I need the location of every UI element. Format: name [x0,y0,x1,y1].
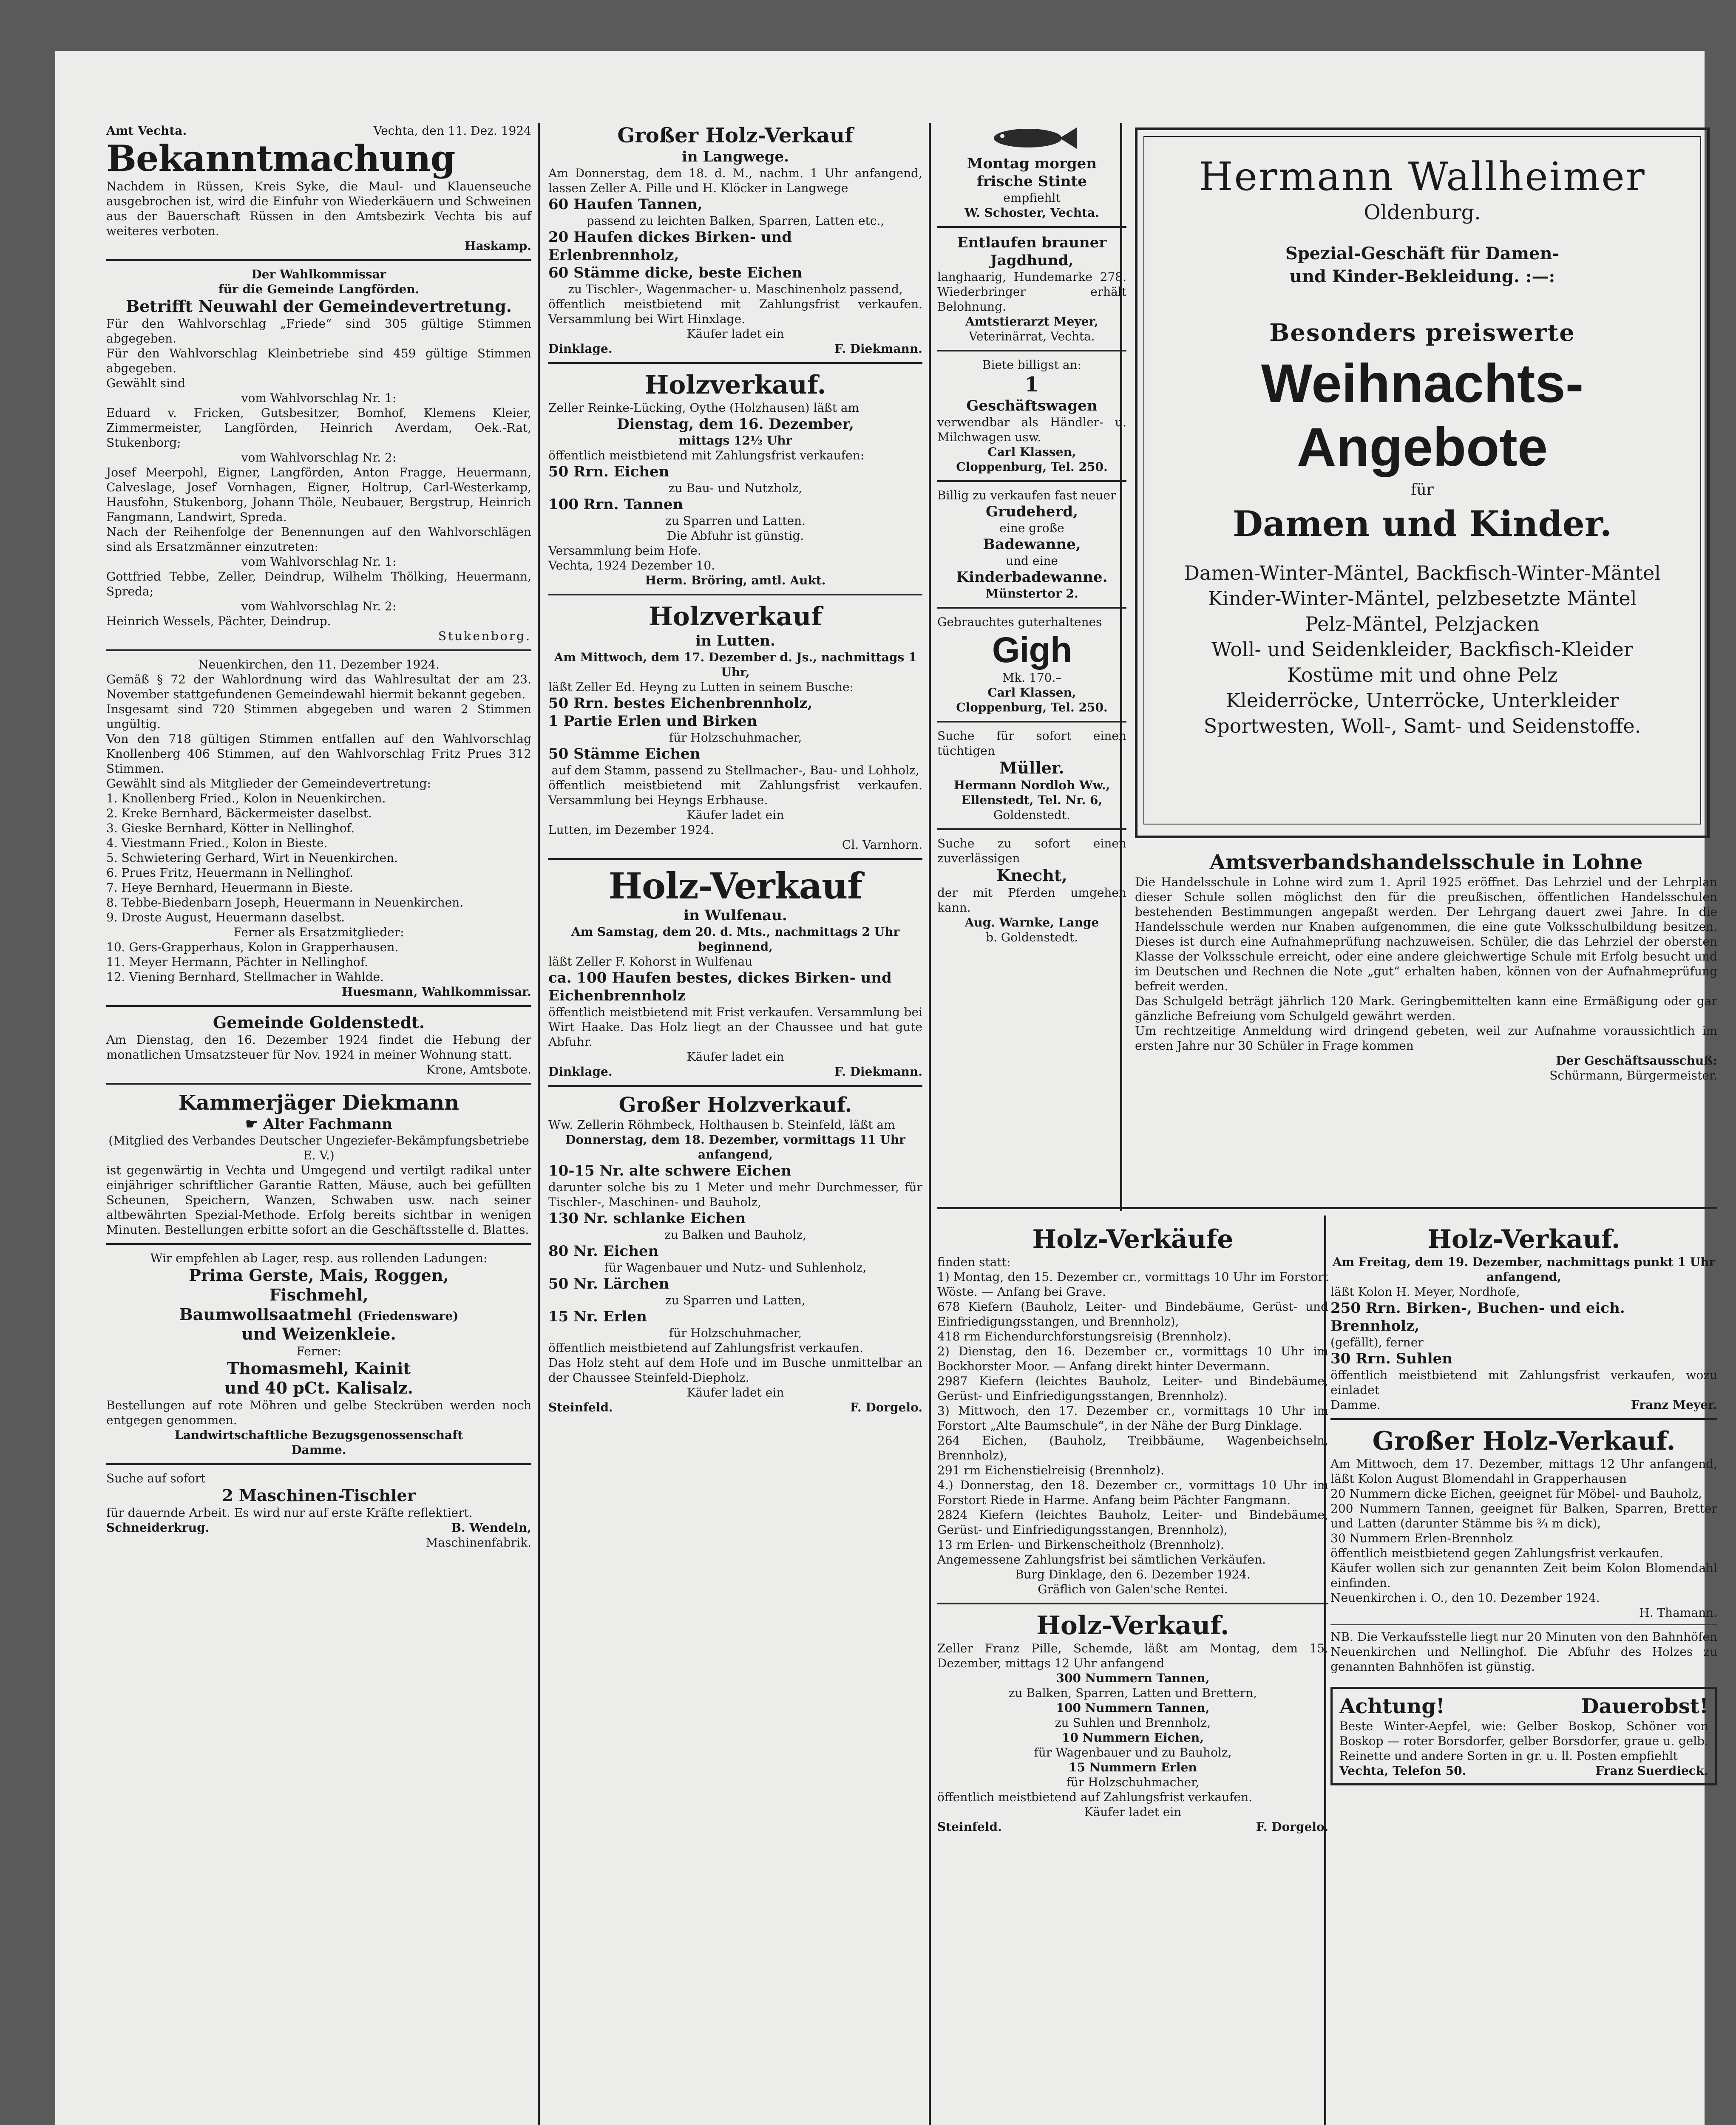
knecht-title: Knecht, [996,866,1067,885]
hvp-text: Zeller Franz Pille, Schemde, läßt am Montag, dem 15. Dezember, mittags 12 Uhr anfangend [937,1641,1328,1670]
fish-icon [937,123,1126,155]
wk-text: Nach der Reihenfolge der Benennungen auf den Wahlvorschlägen sind als Ersatzmänner einzutreten: [106,525,531,554]
g5-text: Ww. Zellerin Röhmbeck, Holthausen b. Steinfeld, läßt am [548,1118,895,1132]
wallheimer-line: Kostüme mit und ohne Pelz [1287,663,1558,686]
wallheimer-line: Kinder-Winter-Mäntel, pelzbesetzte Mäntel [1208,587,1637,610]
lw-sign: Landwirtschaftliche Bezugsgenossenschaft [174,1428,463,1442]
mueller-sign: Hermann Nordloh Ww., [953,778,1110,792]
g1-right: F. Diekmann. [834,342,922,356]
nk-text: Ferner als Ersatzmitglieder: [233,925,404,939]
g2-item: 50 Rrn. Eichen [548,463,669,480]
goldenstedt-title: Gemeinde Goldenstedt. [213,1013,425,1032]
gigh-title: Gigh [992,630,1072,670]
jagdhund-sign: Amtstierarzt Meyer, [965,314,1099,329]
column-1 [106,123,531,1550]
bekanntmachung-sign: Haskamp. [465,239,531,253]
wk-text: vom Wahlvorschlag Nr. 2: [241,450,397,465]
lw-intro: Wir empfehlen ab Lager, resp. aus rollenden Ladungen: [150,1251,488,1265]
divider [106,259,531,261]
gigh-price: Mk. 170.– [1002,671,1062,685]
g4-title: Holz-Verkauf [608,865,862,907]
dauerobst-footer [1339,1763,1708,1778]
mt-right-2: Maschinenfabrik. [425,1536,531,1550]
g4-left: Dinklage. [548,1065,613,1079]
amt-header [106,123,531,138]
hvp-right: F. Dorgelo. [1256,1820,1328,1834]
stinte-text: empfiehlt [1003,191,1061,205]
g4-footer [548,1064,922,1079]
nk-text: Gemäß § 72 der Wahlordnung wird das Wahlresultat der am 23. November stattgefundenen Gemeindewahl hiermit bekannt gegeben. [106,672,531,701]
mt-footer [106,1520,531,1535]
hvs-item: 1) Montag, den 15. Dezember cr., vormittags 10 Uhr im Forstort Wöste. — Anfang bei Grave. [937,1270,1328,1299]
wk-header: Der Wahlkommissar [251,267,386,281]
column-2 [548,123,922,1415]
g3-text: Lutten, im Dezember 1924. [548,823,714,837]
g5-item: 80 Nr. Eichen [548,1243,659,1260]
g5-item: 15 Nr. Erlen [548,1308,647,1325]
bekanntmachung-text: Nachdem in Rüssen, Kreis Syke, die Maul- und Klauenseuche ausgebrochen ist, wird die Einfuhr von Wiederkäuern und Schweinen aus der Bauerschaft Rüssen in den Amtsbezirk Vechta bis auf weiteres verboten. [106,179,531,238]
hvs-item: 2824 Kiefern (leichtes Bauholz, Leiter- und Bindebäume, Gerüst- und Einfriedigungsstangen, Brennholz), [937,1508,1328,1537]
hvs-item: 13 rm Erlen- und Birkenscheitholz (Brennholz). [937,1538,1224,1552]
kammerjaeger-text: ist gegenwärtig in Vechta und Umgegend und vertilgt radikal unter einjähriger schriftlicher Garantie Ratten, Mäuse, auch bei gefüllten Scheunen, Speichern, Wanzen, Schwaben usw. nach seiner altbewährten Spezial-Methode. Erfolg bereits sichtbar in wenigen Minuten. Bestellungen erbitte sofort an die Geschäftsstelle d. Blattes. [106,1163,531,1237]
stinte-line: Montag morgen [967,155,1097,172]
hvs-item: 291 rm Eichenstielreisig (Brennholz). [937,1463,1164,1477]
nk-sign: Huesmann, Wahlkommissar. [341,985,531,999]
wallheimer-spec: Spezial-Geschäft für Damen- [1285,244,1560,264]
g3-item: 1 Partie Erlen und Birken [548,713,757,730]
kammerjaeger-sub [106,1115,531,1133]
hvp-text: öffentlich meistbietend auf Zahlungsfrist verkaufen. [937,1790,1253,1804]
nk-header: Neuenkirchen, den 11. Dezember 1924. [198,657,440,672]
hvs-item: Angemessene Zahlungsfrist bei sämtlichen Verkäufen. [937,1553,1266,1567]
g2-text: Zeller Reinke-Lücking, Oythe (Holzhausen) läßt am [548,401,859,415]
nk-text: Gewählt sind als Mitglieder der Gemeindevertretung: [106,776,431,790]
g1-text: Am Donnerstag, dem 18. d. M., nachm. 1 Uhr anfangend, lassen Zeller A. Pille und H. Klöcker in Langwege [548,166,922,195]
gh-item: Badewanne, [983,536,1081,553]
divider [548,1085,922,1087]
dauerobst-sign-right: Franz Suerdieck. [1595,1764,1708,1778]
dauerobst-right: Dauerobst! [1581,1694,1708,1718]
g1-item-desc: zu Tischler-, Wagenmacher- u. Maschinenholz passend, [568,282,903,296]
hvm-title: Holz-Verkauf. [1427,1224,1620,1254]
divider [106,1463,531,1465]
divider [1330,1418,1717,1420]
divider [548,594,922,595]
lw-text: Ferner: [296,1344,341,1358]
jagdhund-text: langhaarig, Hundemarke 278. Wiederbringer erhält Belohnung. [937,270,1126,314]
mt-text: für dauernde Arbeit. Es wird nur auf erste Kräfte reflektiert. [106,1506,473,1520]
g3-text: Käufer ladet ein [686,808,784,822]
divider [937,1603,1328,1604]
g5-item-desc: zu Sparren und Latten, [665,1293,806,1307]
nk-member: 7. Heye Bernhard, Heuermann in Bieste. [106,881,353,895]
wallheimer-line: Sportwesten, Woll-, Samt- und Seidenstoffe. [1203,714,1641,737]
nk-member: 9. Droste August, Heuermann daselbst. [106,910,345,924]
column-3 [937,123,1126,945]
lw-line: Fischmehl, [269,1285,369,1304]
divider [937,828,1126,830]
wallheimer-sub: Damen und Kinder. [1232,504,1612,544]
g3-sub: in Lutten. [695,632,775,649]
g5-right: F. Dorgelo. [850,1400,922,1414]
wk-list: Eduard v. Fricken, Gutsbesitzer, Bomhof, Klemens Kleier, Zimmermeister, Langförden, Heinrich Averdam, Oek.-Rat, Stukenborg; [106,406,531,450]
gh-text: und eine [1005,554,1058,568]
lw-line-note: (Friedensware) [357,1309,459,1323]
amt-date: Vechta, den 11. Dez. 1924 [373,124,531,138]
gw-title: Geschäftswagen [966,397,1098,414]
g5-text: Das Holz steht auf dem Hofe und im Busche unmittelbar an der Chaussee Steinfeld-Diepholz. [548,1356,922,1385]
hvp-item: 15 Nummern Erlen [1069,1760,1197,1774]
gigh-sign: Carl Klassen, [987,686,1076,700]
ahs-title: Amtsverbandshandelsschule in Lohne [1209,850,1643,874]
kammerjaeger-sub-text: Alter Fachmann [263,1116,392,1133]
g4-text: öffentlich meistbietend mit Frist verkaufen. Versammlung bei Wirt Haake. Das Holz liegt an der Chaussee und hat gute Abfuhr. [548,1005,922,1049]
gh-sign: Münstertor 2. [985,586,1078,601]
wk-text: vom Wahlvorschlag Nr. 2: [241,599,397,613]
g1-item: 20 Haufen dickes Birken- und Erlenbrennholz, [548,229,792,264]
hvp-item: 300 Nummern Tannen, [1056,1671,1210,1685]
wk-text: Für den Wahlvorschlag „Friede“ sind 305 gültige Stimmen abgegeben. [106,317,531,346]
g1-sub: in Langwege. [681,148,789,165]
lw-line: Thomasmehl, Kainit [227,1359,411,1378]
g2-time: mittags 12½ Uhr [678,434,792,448]
wallheimer-line: Woll- und Seidenkleider, Backfisch-Kleider [1211,638,1633,661]
mt-title: 2 Maschinen-Tischler [222,1486,416,1505]
hvs-title: Holz-Verkäufe [1032,1224,1234,1254]
hvp-item-desc: zu Suhlen und Brennholz, [1055,1716,1211,1730]
g2-text: Versammlung beim Hofe. [548,544,701,558]
hvm-right: Franz Meyer. [1631,1398,1717,1412]
mt-left: Schneiderkrug. [106,1521,210,1535]
nk-member: 5. Schwietering Gerhard, Wirt in Neuenkirchen. [106,851,398,865]
hvm-footer [1330,1397,1717,1412]
ahs-text: Die Handelsschule in Lohne wird zum 1. April 1925 eröffnet. Das Lehrziel und der Lehrplan dieser Schule sollen möglichst den für die preußischen, öffentlichen Handelsschulen bestehenden Bestimmungen angepaßt werden. Der Lehrgang dauert zwei Jahre. In die Handelsschule werden nur Knaben aufgenommen, die eine gute Volksschulbildung besitzen. Dieses ist durch eine Aufnahmeprüfung nachzuweisen. Schüler, die das Lehrziel der obersten Klasse der Volksschule erreicht, oder eine andere gleichwertige Schule mit Erfolg besucht und im Deutschen und Rechnen die Note „gut“ erhalten haben, können von der Aufnahmeprüfung befreit werden. [1135,875,1717,993]
newspaper-page [55,51,1717,2125]
g4-text: Käufer ladet ein [686,1050,784,1064]
amt-name: Amt Vechta. [106,124,187,138]
ghv-nb: NB. Die Verkaufsstelle liegt nur 20 Minuten von den Bahnhöfen Neuenkirchen und Nellinghof. Die Abfuhr des Holzes zu genannten Bahnhöfen ist günstig. [1330,1630,1717,1674]
hvp-text: Käufer ladet ein [1084,1805,1182,1819]
nk-member: 3. Gieske Bernhard, Kötter in Nellinghof. [106,821,355,835]
wk-text: Gewählt sind [106,376,186,390]
hvm-item-desc: (gefällt), ferner [1330,1335,1424,1349]
stinte-sign: W. Schoster, Vechta. [964,206,1099,220]
divider [106,1005,531,1007]
handelsschule-notice [1135,850,1717,1083]
wallheimer-line: Pelz-Mäntel, Pelzjacken [1305,612,1540,635]
wallheimer-city: Oldenburg. [1364,201,1481,224]
wallheimer-name: Hermann Wallheimer [1199,154,1646,199]
lw-line [106,1305,531,1324]
wk-list: Heinrich Wessels, Pächter, Deindrup. [106,614,331,628]
mt-right: B. Wendeln, [451,1521,531,1535]
g2-text: Die Abfuhr ist günstig. [667,529,804,543]
nk-text: Von den 718 gültigen Stimmen entfallen auf den Wahlvorschlag Knollenberg 406 Stimmen, auf den Wahlvorschlag Fritz Prues 312 Stimmen. [106,732,531,776]
lw-sign: Damme. [291,1443,346,1457]
g5-item: 50 Nr. Lärchen [548,1275,669,1292]
goldenstedt-sign: Krone, Amtsbote. [426,1062,531,1077]
g5-text: Käufer ladet ein [686,1386,784,1400]
wk-title: Betrifft Neuwahl der Gemeindevertretung. [126,297,512,316]
hvp-item: 100 Nummern Tannen, [1056,1701,1210,1715]
g2-text: Vechta, 1924 Dezember 10. [548,558,715,572]
mueller-sign: Ellenstedt, Tel. Nr. 6, [961,793,1103,807]
divider [548,362,922,364]
divider [937,721,1126,722]
divider [1330,1624,1717,1625]
g3-text: öffentlich meistbietend mit Zahlungsfrist verkaufen. Versammlung bei Heyngs Erbhause. [548,778,922,807]
hvs-item: 264 Eichen, (Bauholz, Treibbäume, Wagenbeichseln, Brennholz), [937,1434,1328,1462]
hvs-date: Burg Dinklage, den 6. Dezember 1924. [1015,1567,1251,1581]
pointing-hand-icon: ☛ [245,1116,264,1133]
divider [106,1083,531,1085]
gh-text: eine große [999,521,1064,535]
wallheimer-line: Kleiderröcke, Unterröcke, Unterkleider [1225,689,1619,712]
divider [937,1207,1717,1209]
gh-item: Kinderbadewanne. [956,569,1108,586]
g1-text: öffentlich meistbietend mit Zahlungsfrist verkaufen. Versammlung bei Wirt Hinxlage. [548,297,922,326]
jagdhund-title: Entlaufen brauner [957,234,1107,251]
hvs-item: 3) Mittwoch, den 17. Dezember cr., vormittags 10 Uhr im Forstort „Alte Baumschule“, in der Nähe der Burg Dinklage. [937,1404,1328,1433]
jagdhund-title: Jagdhund, [990,252,1074,269]
nk-text: Insgesamt sind 720 Stimmen abgegeben und waren 2 Stimmen ungültig. [106,702,531,731]
g5-title: Großer Holzverkauf. [618,1093,852,1117]
gh-item: Grudeherd, [986,503,1078,520]
wallheimer-title: Weihnachts-Angebote [1261,353,1584,478]
g5-item-desc: für Holzschuhmacher, [669,1326,802,1340]
divider [548,858,922,860]
hvp-item-desc: für Wagenbauer und zu Bauholz, [1034,1745,1232,1760]
hvm-left: Damme. [1330,1398,1381,1412]
gw-text: verwendbar als Händler- u. Milchwagen usw. [937,415,1126,444]
gw-sign: Cloppenburg, Tel. 250. [956,460,1108,474]
g5-left: Steinfeld. [548,1400,613,1414]
hvp-title: Holz-Verkauf. [1036,1611,1229,1640]
gw-sign: Carl Klassen, [987,445,1076,459]
nk-member: 1. Knollenberg Fried., Kolon in Neuenkirchen. [106,791,386,805]
hvm-text: öffentlich meistbietend mit Zahlungsfrist verkaufen, wozu einladet [1330,1368,1717,1397]
gw-num: 1 [1024,373,1039,397]
g5-item: 10-15 Nr. alte schwere Eichen [548,1162,791,1179]
ghv-date: Neuenkirchen i. O., den 10. Dezember 1924. [1330,1591,1600,1605]
g5-item-desc: darunter solche bis zu 1 Meter und mehr Durchmesser, für Tischler-, Maschinen- und Bauholz, [548,1180,922,1209]
dauerobst-sign-left: Vechta, Telefon 50. [1339,1764,1467,1778]
g1-item: 60 Haufen Tannen, [548,196,703,213]
gigh-sign: Cloppenburg, Tel. 250. [956,700,1108,714]
divider [937,607,1126,609]
g1-left: Dinklage. [548,342,613,356]
right-bottom-column [1330,1224,1717,1785]
holzverkaeufe-galen [937,1224,1328,1834]
mueller-title: Müller. [999,758,1064,777]
kammerjaeger-title: Kammerjäger Diekmann [178,1091,460,1115]
g3-item: 50 Stämme Eichen [548,745,701,762]
knecht-sign: Aug. Warnke, Lange [964,915,1099,929]
ghv-text: öffentlich meistbietend gegen Zahlungsfrist verkaufen. [1330,1546,1663,1560]
nk-member: 6. Prues Fritz, Heuermann in Nellinghof. [106,866,354,880]
g3-date: Am Mittwoch, dem 17. Dezember d. Js., nachmittags 1 Uhr, [554,650,917,679]
dauerobst-heading [1339,1694,1708,1719]
g3-sign: Cl. Varnhorn. [842,838,922,852]
ghv-item: 20 Nummern dicke Eichen, geeignet für Möbel- und Bauholz, [1330,1487,1702,1501]
wk-text: Für den Wahlvorschlag Kleinbetriebe sind 459 gültige Stimmen abgegeben. [106,346,531,375]
divider [937,226,1126,228]
g2-item-desc: zu Sparren und Latten. [665,514,806,528]
nk-member: 11. Meyer Hermann, Pächter in Nellinghof. [106,955,368,969]
wk-text: vom Wahlvorschlag Nr. 1: [241,555,397,569]
hvs-item: 4.) Donnerstag, den 18. Dezember cr., vormittags 10 Uhr im Forstort Riede in Harme. Anfang beim Pächter Fangmann. [937,1478,1328,1507]
knecht-intro: Suche zu sofort einen zuverlässigen [937,836,1126,865]
mt-intro: Suche auf sofort [106,1471,206,1485]
hvp-item-desc: für Holzschuhmacher, [1066,1775,1200,1789]
knecht-text: der mit Pferden umgehen kann. [937,886,1126,915]
mueller-sign: Goldenstedt. [993,808,1070,822]
gh-intro: Billig zu verkaufen fast neuer [937,488,1116,502]
g4-item: ca. 100 Haufen bestes, dickes Birken- und Eichenbrennholz [548,969,892,1004]
g5-footer [548,1400,922,1415]
nk-member: 12. Viening Bernhard, Stellmacher in Wahlde. [106,970,384,984]
ahs-sign: Der Geschäftsausschuß: [1556,1054,1717,1068]
g2-text: öffentlich meistbietend mit Zahlungsfrist verkaufen: [548,448,865,462]
g1-footer [548,341,922,356]
hvm-item: 250 Rrn. Birken-, Buchen- und eich. Brennholz, [1330,1300,1625,1334]
lw-line: Prima Gerste, Mais, Roggen, [189,1266,449,1285]
dauerobst-left: Achtung! [1339,1694,1445,1718]
kammerjaeger-member: (Mitglied des Verbandes Deutscher Ungeziefer-Bekämpfungsbetriebe E. V.) [108,1133,529,1162]
g1-title: Großer Holz-Verkauf [617,124,854,147]
lw-line-text: Baumwollsaatmehl [179,1305,352,1324]
hvp-item: 10 Nummern Eichen, [1062,1731,1204,1745]
stinte-line: frische Stinte [977,173,1087,190]
ahs-sign: Schürmann, Bürgermeister. [1549,1068,1717,1082]
lw-line: und 40 pCt. Kalisalz. [224,1378,413,1397]
g5-item-desc: für Wagenbauer und Nutz- und Suhlenholz, [604,1261,867,1275]
dauerobst-ad [1330,1687,1717,1785]
nk-member: 8. Tebbe-Biedenbarn Joseph, Heuermann in Neuenkirchen. [106,895,464,910]
wallheimer-pre: Besonders preiswerte [1269,319,1575,347]
g1-item-desc: passend zu leichten Balken, Sparren, Latten etc., [586,214,885,228]
g5-text: öffentlich meistbietend auf Zahlungsfrist verkaufen. [548,1341,864,1355]
g1-item: 60 Stämme dicke, beste Eichen [548,264,803,281]
ahs-text: Das Schulgeld beträgt jährlich 120 Mark. Geringbemittelten kann eine Ermäßigung oder gar gänzliche Befreiung vom Schulgeld gewährt werden. [1135,994,1717,1023]
jagdhund-sign: Veterinärrat, Vechta. [969,329,1095,343]
g1-text: Käufer ladet ein [686,327,784,341]
wk-list: Gottfried Tebbe, Zeller, Deindrup, Wilhelm Thölking, Heuermann, Spreda; [106,570,531,598]
divider [106,649,531,651]
wk-text: vom Wahlvorschlag Nr. 1: [241,391,397,405]
g3-item-desc: auf dem Stamm, passend zu Stellmacher-, Bau- und Lohholz, [551,763,919,777]
hvm-date: Am Freitag, dem 19. Dezember, nachmittags punkt 1 Uhr anfangend, [1332,1255,1716,1284]
divider [106,1243,531,1245]
wallheimer-fuer: für [1411,481,1434,499]
wk-header-2: für die Gemeinde Langförden. [218,282,420,296]
ghv-text: Käufer wollen sich zur genannten Zeit beim Kolon Blomendahl einfinden. [1330,1561,1717,1590]
ghv-text: Am Mittwoch, dem 17. Dezember, mittags 12 Uhr anfangend, läßt Kolon August Blomendahl in Grapperhausen [1330,1457,1717,1486]
hvs-item: 2987 Kiefern (leichtes Bauholz, Leiter- und Bindebäume, Gerüst- und Einfriedigungsstangen, Brennholz). [937,1374,1328,1403]
hvm-item: 30 Rrn. Suhlen [1330,1350,1452,1367]
ghv-sign: H. Thamann. [1639,1606,1717,1620]
hvp-item-desc: zu Balken, Sparren, Latten und Brettern, [1008,1686,1257,1700]
wk-sign: Stukenborg. [438,629,531,643]
ghv-title: Großer Holz-Verkauf. [1372,1426,1676,1456]
divider [937,480,1126,482]
g3-item-desc: für Holzschuhmacher, [669,731,802,745]
gigh-intro: Gebrauchtes guterhaltenes [937,615,1102,629]
knecht-sign: b. Goldenstedt. [986,930,1078,944]
hvs-item: 2) Dienstag, den 16. Dezember cr., vormittags 10 Uhr im Bockhorster Moor. — Anfang direkt hinter Devermann. [937,1344,1328,1373]
gw-intro: Biete billigst an: [982,358,1082,372]
g2-item: 100 Rrn. Tannen [548,496,684,513]
g3-item: 50 Rrn. bestes Eichenbrennholz, [548,695,813,712]
g5-date: Donnerstag, dem 18. Dezember, vormittags 11 Uhr anfangend, [565,1133,905,1162]
hvs-item: 678 Kiefern (Bauholz, Leiter- und Bindebäume, Gerüst- und Einfriedigungsstangen, und Brennholz), [937,1300,1328,1329]
g2-title: Holzverkauf. [644,370,826,400]
hvs-sign: Gräflich von Galen'sche Rentei. [1038,1582,1228,1596]
nk-member: 4. Viestmann Fried., Kolon in Bieste. [106,836,328,850]
bekanntmachung-title: Bekanntmachung [106,137,455,179]
goldenstedt-text: Am Dienstag, den 16. Dezember 1924 findet die Hebung der monatlichen Umsatzsteuer für Nov. 1924 in meiner Wohnung statt. [106,1033,531,1062]
lw-text: Bestellungen auf rote Möhren und gelbe Steckrüben werden noch entgegen genommen. [106,1398,531,1427]
hvs-intro: finden statt: [937,1255,1011,1269]
nk-member: 2. Kreke Bernhard, Bäckermeister daselbst. [106,806,372,820]
g4-sub: in Wulfenau. [684,907,787,924]
g5-item: 130 Nr. schlanke Eichen [548,1210,746,1227]
g4-date: Am Samstag, dem 20. d. Mts., nachmittags 2 Uhr beginnend, [571,925,900,954]
ahs-text: Um rechtzeitige Anmeldung wird dringend gebeten, weil zur Aufnahme voraussichtlich im ersten Jahre nur 30 Schüler in Frage kommen [1135,1024,1717,1053]
g4-right: F. Diekmann. [834,1065,922,1079]
hvs-item: 418 rm Eichendurchforstungsreisig (Brennholz). [937,1329,1231,1343]
column-rule [538,123,540,2125]
g2-item-desc: zu Bau- und Nutzholz, [668,481,803,495]
wallheimer-ad [1135,128,1710,838]
g2-sign: Herm. Bröring, amtl. Aukt. [645,573,826,587]
wallheimer-line: Damen-Winter-Mäntel, Backfisch-Winter-Mäntel [1184,561,1661,584]
lw-line: und Weizenkleie. [241,1324,396,1343]
column-rule [929,123,931,2125]
wk-list: Josef Meerpohl, Eigner, Langförden, Anton Fragge, Heuermann, Calveslage, Josef Vornhagen, Eigner, Holtrup, Carl-Westerkamp, Hausfohn, Stukenborg, Johann Thöle, Neubauer, Bergstrup, Heinrich Fangmann, Landwirt, Spreda. [106,465,531,524]
g2-date: Dienstag, dem 16. Dezember, [617,416,854,433]
ghv-item: 200 Nummern Tannen, geeignet für Balken, Sparren, Bretter und Latten (darunter Stämme bis ¾ m dick), [1330,1502,1717,1530]
g4-text: läßt Zeller F. Kohorst in Wulfenau [548,955,753,969]
g3-text: läßt Zeller Ed. Heyng zu Lutten in seinem Busche: [548,680,854,694]
hvm-text: läßt Kolon H. Meyer, Nordhofe, [1330,1285,1520,1299]
wallheimer-inner-frame [1143,136,1701,824]
dauerobst-text: Beste Winter-Aepfel, wie: Gelber Boskop, Schöner von Boskop — roter Borsdorfer, gelber Borsdorfer, graue u. gelb. Reinette und andere Sorten in gr. u. ll. Posten empfiehlt [1339,1719,1708,1763]
mueller-intro: Suche für sofort einen tüchtigen [937,729,1126,758]
divider [937,350,1126,351]
g5-item-desc: zu Balken und Bauholz, [664,1228,807,1242]
hvp-footer [937,1819,1328,1834]
hvp-left: Steinfeld. [937,1820,1002,1834]
wallheimer-spec: und Kinder-Bekleidung. :—: [1289,266,1555,286]
g3-title: Holzverkauf [648,602,823,632]
nk-member: 10. Gers-Grapperhaus, Kolon in Grapperhausen. [106,940,399,954]
ghv-item: 30 Nummern Erlen-Brennholz [1330,1531,1513,1545]
